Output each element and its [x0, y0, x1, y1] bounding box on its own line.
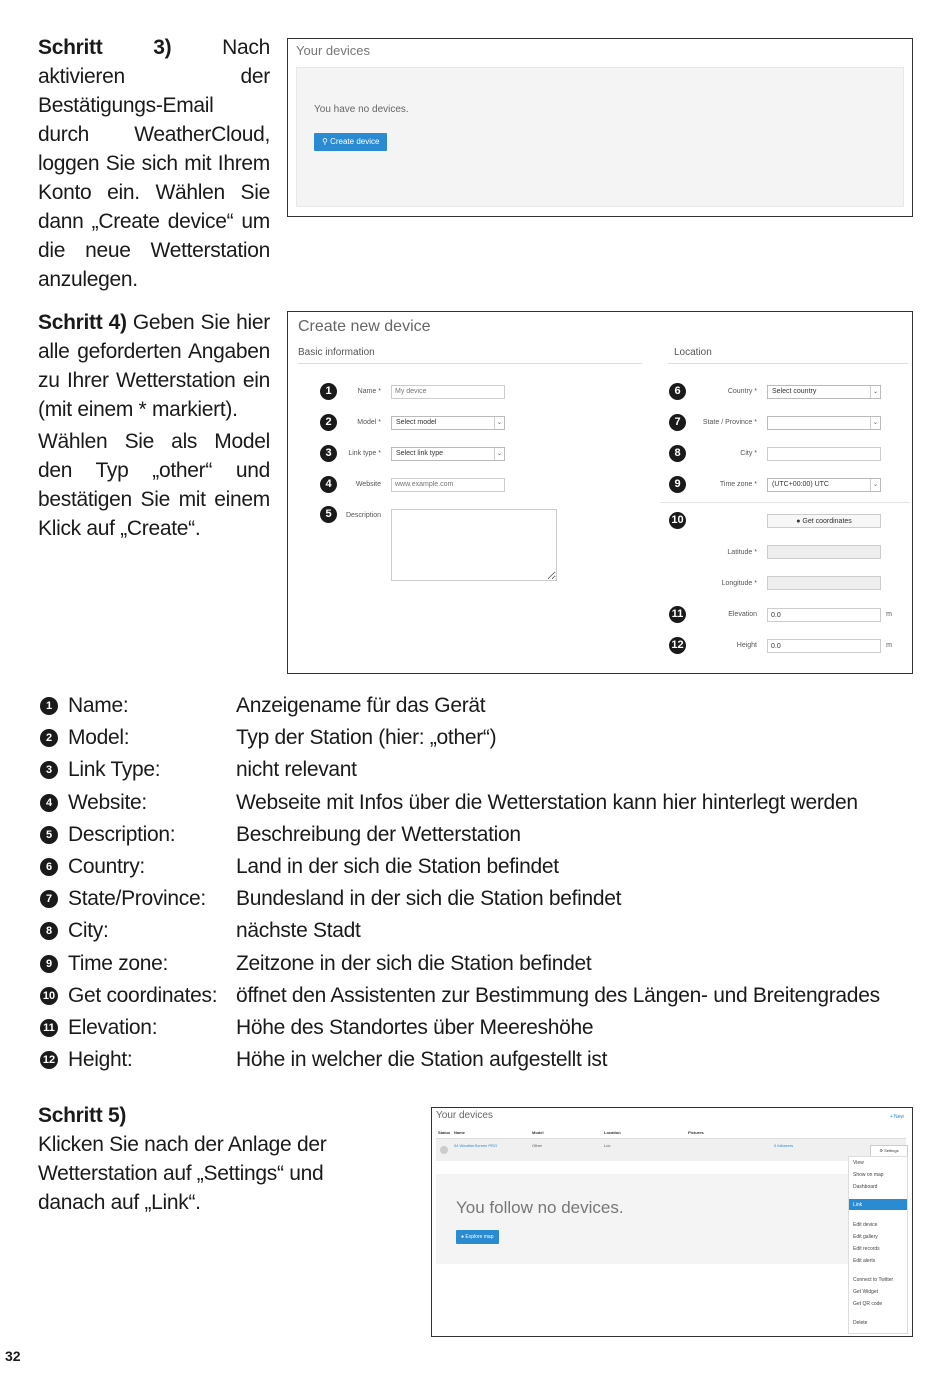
marker-2: 2 [320, 414, 337, 431]
latitude-label: Latitude * [727, 549, 757, 556]
step3-label: Schritt 3) [38, 36, 172, 59]
get-coordinates-label: Get coordinates [802, 518, 852, 525]
longitude-label: Longitude * [721, 580, 757, 587]
network-icon: ⚲ [322, 137, 328, 146]
legend-term: Elevation: [68, 1016, 158, 1039]
divider [668, 363, 908, 364]
step4-label: Schritt 4) [38, 311, 127, 334]
explore-map-label: Explore map [465, 1234, 494, 1240]
legend-desc: Bundesland in der sich die Station befindet [236, 887, 622, 910]
legend-desc: Höhe in welcher die Station aufgestellt ist [236, 1048, 608, 1071]
elevation-input[interactable]: 0.0 [767, 608, 881, 622]
step4-text1: Geben Sie hier alle geforderten Angaben zu Ihrer Wetterstation ein (mit einem * markiert). [38, 311, 270, 421]
screenshot-your-devices [287, 38, 913, 217]
screenshot-create-device [287, 311, 913, 674]
chevron-down-icon: ⌄ [870, 479, 880, 491]
city-input[interactable] [767, 447, 881, 461]
elevation-label: Elevation [728, 611, 757, 618]
link-type-select[interactable] [391, 447, 505, 461]
website-label: Website [355, 481, 381, 488]
step4-paragraph-2 [38, 427, 270, 543]
legend-term: Description: [68, 823, 176, 846]
legend-term: State/Province: [68, 887, 206, 910]
menu-item-dashboard[interactable]: Dashboard [853, 1184, 878, 1190]
height-unit: m [886, 642, 892, 649]
legend-marker: 5 [40, 826, 58, 844]
device-followers: 0 followers [774, 1143, 794, 1148]
legend-term: Country: [68, 855, 145, 878]
legend-marker: 9 [40, 955, 58, 973]
link-label: Link [853, 1202, 863, 1208]
step4-paragraph [38, 308, 270, 424]
elevation-unit: m [886, 611, 892, 618]
model-value: Select model [396, 419, 437, 426]
device-model: Other [532, 1143, 543, 1148]
settings-label: Settings [884, 1148, 899, 1153]
legend-term: City: [68, 919, 109, 942]
step5-paragraph [38, 1101, 338, 1217]
marker-4: 4 [320, 476, 337, 493]
legend-desc: Land in der sich die Station befindet [236, 855, 559, 878]
menu-item-connect-twitter[interactable]: Connect to Twitter [853, 1277, 894, 1283]
model-label: Model * [357, 419, 381, 426]
latitude-input[interactable] [767, 545, 881, 559]
marker-9: 9 [669, 476, 686, 493]
step5-label: Schritt 5) [38, 1104, 127, 1127]
globe-icon: ● [461, 1234, 465, 1240]
menu-item-show-on-map[interactable]: Show on map [853, 1172, 884, 1178]
step3-text: Nach aktivieren der Bestätigungs-Email durch WeatherCloud, loggen Sie sich mit Ihrem Konto ein. Wählen Sie dann „Create device“ um die neue Wetterstation anzulegen. [38, 36, 270, 291]
create-device-button[interactable] [314, 133, 387, 151]
divider [298, 363, 642, 364]
legend-desc: öffnet den Assistenten zur Bestimmung des Längen- und Breitengrades [236, 984, 880, 1007]
link-type-label: Link type * [348, 450, 381, 457]
status-dot [440, 1146, 448, 1154]
menu-item-view[interactable]: View [853, 1160, 864, 1166]
state-label: State / Province * [702, 419, 757, 426]
description-textarea[interactable] [391, 509, 557, 581]
follow-panel [436, 1174, 850, 1264]
settings-menu [848, 1156, 908, 1334]
legend-desc: Beschreibung der Wetterstation [236, 823, 521, 846]
state-select[interactable] [767, 416, 881, 430]
country-value: Select country [772, 388, 817, 395]
your-devices-title: Your devices [296, 43, 370, 58]
marker-10: 10 [669, 512, 686, 529]
chevron-down-icon: ⌄ [870, 386, 880, 398]
page-number: 32 [5, 1348, 21, 1364]
legend-desc: Anzeigename für das Gerät [236, 694, 486, 717]
legend-term: Height: [68, 1048, 133, 1071]
legend-marker: 12 [40, 1051, 58, 1069]
model-select[interactable] [391, 416, 505, 430]
screenshot-settings-link [431, 1107, 913, 1337]
step3-paragraph [38, 33, 270, 294]
explore-map-button[interactable] [456, 1230, 499, 1244]
location-heading: Location [674, 347, 712, 358]
get-coordinates-button[interactable] [767, 514, 881, 528]
new-device-link[interactable]: + New [889, 1114, 904, 1120]
legend-desc: Webseite mit Infos über die Wetterstation kann hier hinterlegt werden [236, 791, 858, 814]
devices-panel [296, 67, 904, 207]
description-label: Description [345, 512, 381, 519]
legend-marker: 6 [40, 858, 58, 876]
marker-6: 6 [669, 383, 686, 400]
legend-marker: 1 [40, 697, 58, 715]
legend-marker: 8 [40, 922, 58, 940]
legend-desc: Höhe des Standortes über Meereshöhe [236, 1016, 594, 1039]
legend-marker: 7 [40, 890, 58, 908]
legend-marker: 11 [40, 1019, 58, 1037]
height-input[interactable]: 0.0 [767, 639, 881, 653]
legend-desc: Zeitzone in der sich die Station befindet [236, 952, 592, 975]
longitude-input[interactable] [767, 576, 881, 590]
marker-12: 12 [669, 637, 686, 654]
marker-1: 1 [320, 383, 337, 400]
table-row[interactable] [436, 1138, 906, 1161]
divider [660, 502, 910, 503]
timezone-value: (UTC+00:00) UTC [772, 481, 829, 488]
marker-7: 7 [669, 414, 686, 431]
legend-term: Link Type: [68, 758, 161, 781]
legend-marker: 2 [40, 729, 58, 747]
name-label: Name * [357, 388, 381, 395]
device-location: Loc [604, 1143, 611, 1148]
legend-term: Time zone: [68, 952, 169, 975]
menu-item-edit-alerts[interactable]: Edit alerts [853, 1258, 876, 1264]
chevron-down-icon: ⌄ [494, 448, 504, 460]
legend-desc: Typ der Station (hier: „other“) [236, 726, 497, 749]
chevron-down-icon: ⌄ [494, 417, 504, 429]
legend-term: Get coordinates: [68, 984, 218, 1007]
create-device-label: Create device [330, 137, 380, 146]
your-devices-title: Your devices [436, 1110, 493, 1121]
gear-icon: ⚙ [879, 1148, 883, 1153]
step5-text: Klicken Sie nach der Anlage der Wetterstation auf „Settings“ und danach auf „Link“. [38, 1133, 327, 1214]
col-pictures: Pictures [688, 1130, 704, 1135]
legend-term: Name: [68, 694, 129, 717]
marker-11: 11 [669, 606, 686, 623]
follow-message: You follow no devices. [456, 1198, 624, 1217]
legend-marker: 4 [40, 794, 58, 812]
globe-icon: ● [796, 518, 801, 525]
col-name: Name [454, 1130, 465, 1135]
link-type-value: Select link type [396, 450, 444, 457]
menu-item-link[interactable] [849, 1199, 907, 1210]
website-input[interactable] [391, 478, 505, 492]
menu-item-edit-records[interactable]: Edit records [853, 1246, 880, 1252]
no-devices-message: You have no devices. [314, 104, 409, 115]
country-select[interactable] [767, 385, 881, 399]
legend-term: Website: [68, 791, 147, 814]
legend-term: Model: [68, 726, 130, 749]
create-device-title: Create new device [298, 318, 431, 335]
menu-item-edit-device[interactable]: Edit device [853, 1222, 878, 1228]
timezone-label: Time zone * [719, 481, 757, 488]
col-status: Status [438, 1130, 451, 1135]
timezone-select[interactable] [767, 478, 881, 492]
basic-info-heading: Basic information [298, 347, 375, 358]
city-label: City * [740, 450, 757, 457]
country-label: Country * [727, 388, 757, 395]
menu-item-edit-gallery[interactable]: Edit gallery [853, 1234, 878, 1240]
marker-5: 5 [320, 506, 337, 523]
legend-desc: nächste Stadt [236, 919, 361, 942]
marker-3: 3 [320, 445, 337, 462]
menu-item-delete[interactable]: Delete [853, 1320, 868, 1326]
name-input[interactable] [391, 385, 505, 399]
col-location: Location [604, 1130, 621, 1135]
height-label: Height [736, 642, 757, 649]
legend-desc: nicht relevant [236, 758, 357, 781]
marker-8: 8 [669, 445, 686, 462]
menu-item-get-widget[interactable]: Get Widget [853, 1289, 879, 1295]
device-name[interactable]: 04 WeatherScreen PRO [454, 1143, 498, 1148]
legend-marker: 3 [40, 761, 58, 779]
step4-text2: Wählen Sie als Model den Typ „other“ und bestätigen Sie mit einem Klick auf „Create“. [38, 430, 270, 540]
menu-item-get-qr-code[interactable]: Get QR code [853, 1301, 883, 1307]
col-model: Model [532, 1130, 544, 1135]
legend-marker: 10 [40, 987, 58, 1005]
chevron-down-icon: ⌄ [870, 417, 880, 429]
